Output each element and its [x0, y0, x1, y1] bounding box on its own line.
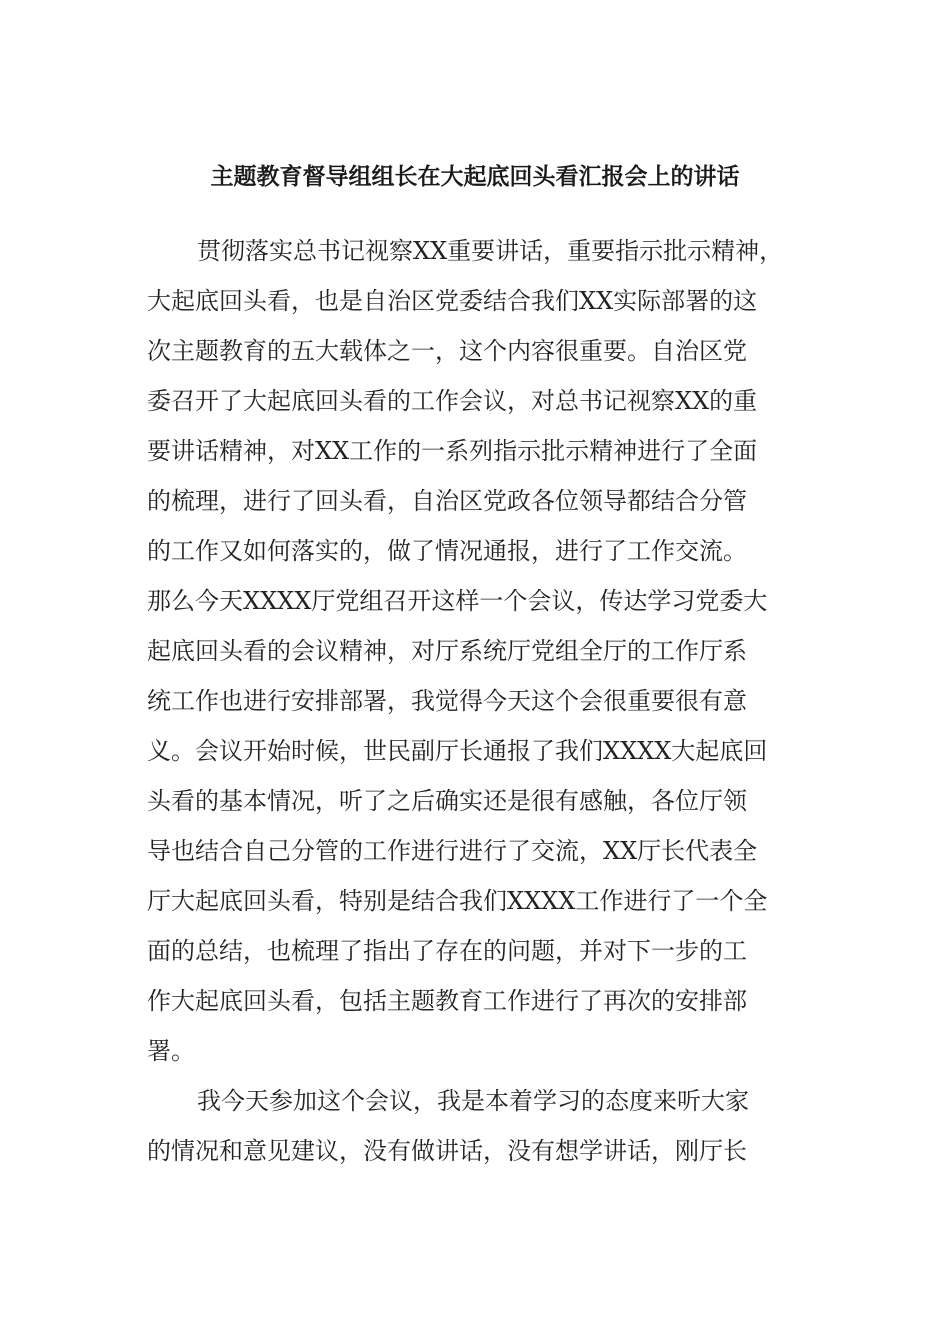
- paragraph-line: 的情况和意见建议，没有做讲话，没有想学讲话，刚厅长: [147, 1137, 747, 1165]
- paragraph-line: 统工作也进行安排部署，我觉得今天这个会很重要很有意: [147, 687, 747, 715]
- paragraph-line: 要讲话精神，对XX工作的一系列指示批示精神进行了全面: [147, 437, 758, 465]
- paragraph-line: 委召开了大起底回头看的工作会议，对总书记视察XX的重: [147, 387, 758, 415]
- document-title: 主题教育督导组组长在大起底回头看汇报会上的讲话: [210, 164, 740, 190]
- paragraph-line: 的梳理，进行了回头看，自治区党政各位领导都结合分管: [147, 487, 747, 515]
- paragraph-1: [147, 226, 797, 1076]
- paragraph-line: 那么今天XXXX厅党组召开这样一个会议，传达学习党委大: [147, 587, 768, 615]
- paragraph-line: 面的总结，也梳理了指出了存在的问题，并对下一步的工: [147, 937, 747, 965]
- paragraph-2: [147, 1076, 797, 1176]
- paragraph-line: 我今天参加这个会议，我是本着学习的态度来听大家: [197, 1087, 749, 1115]
- paragraph-line: 大起底回头看，也是自治区党委结合我们XX实际部署的这: [147, 287, 758, 315]
- paragraph-line: 义。会议开始时候，世民副厅长通报了我们XXXX大起底回: [147, 737, 768, 765]
- paragraph-line: 署。: [147, 1037, 195, 1065]
- paragraph-line: 作大起底回头看，包括主题教育工作进行了再次的安排部: [147, 987, 747, 1015]
- paragraph-line: 贯彻落实总书记视察XX重要讲话，重要指示批示精神，: [197, 237, 784, 265]
- paragraph-line: 起底回头看的会议精神，对厅系统厅党组全厅的工作厅系: [147, 637, 747, 665]
- paragraph-line: 头看的基本情况，听了之后确实还是很有感触，各位厅领: [147, 787, 747, 815]
- paragraph-line: 次主题教育的五大载体之一，这个内容很重要。自治区党: [147, 337, 747, 365]
- paragraph-line: 导也结合自己分管的工作进行进行了交流，XX厅长代表全: [147, 837, 758, 865]
- paragraph-line: 的工作又如何落实的，做了情况通报，进行了工作交流。: [147, 537, 747, 565]
- paragraph-line: 厅大起底回头看，特别是结合我们XXXX工作进行了一个全: [147, 887, 768, 915]
